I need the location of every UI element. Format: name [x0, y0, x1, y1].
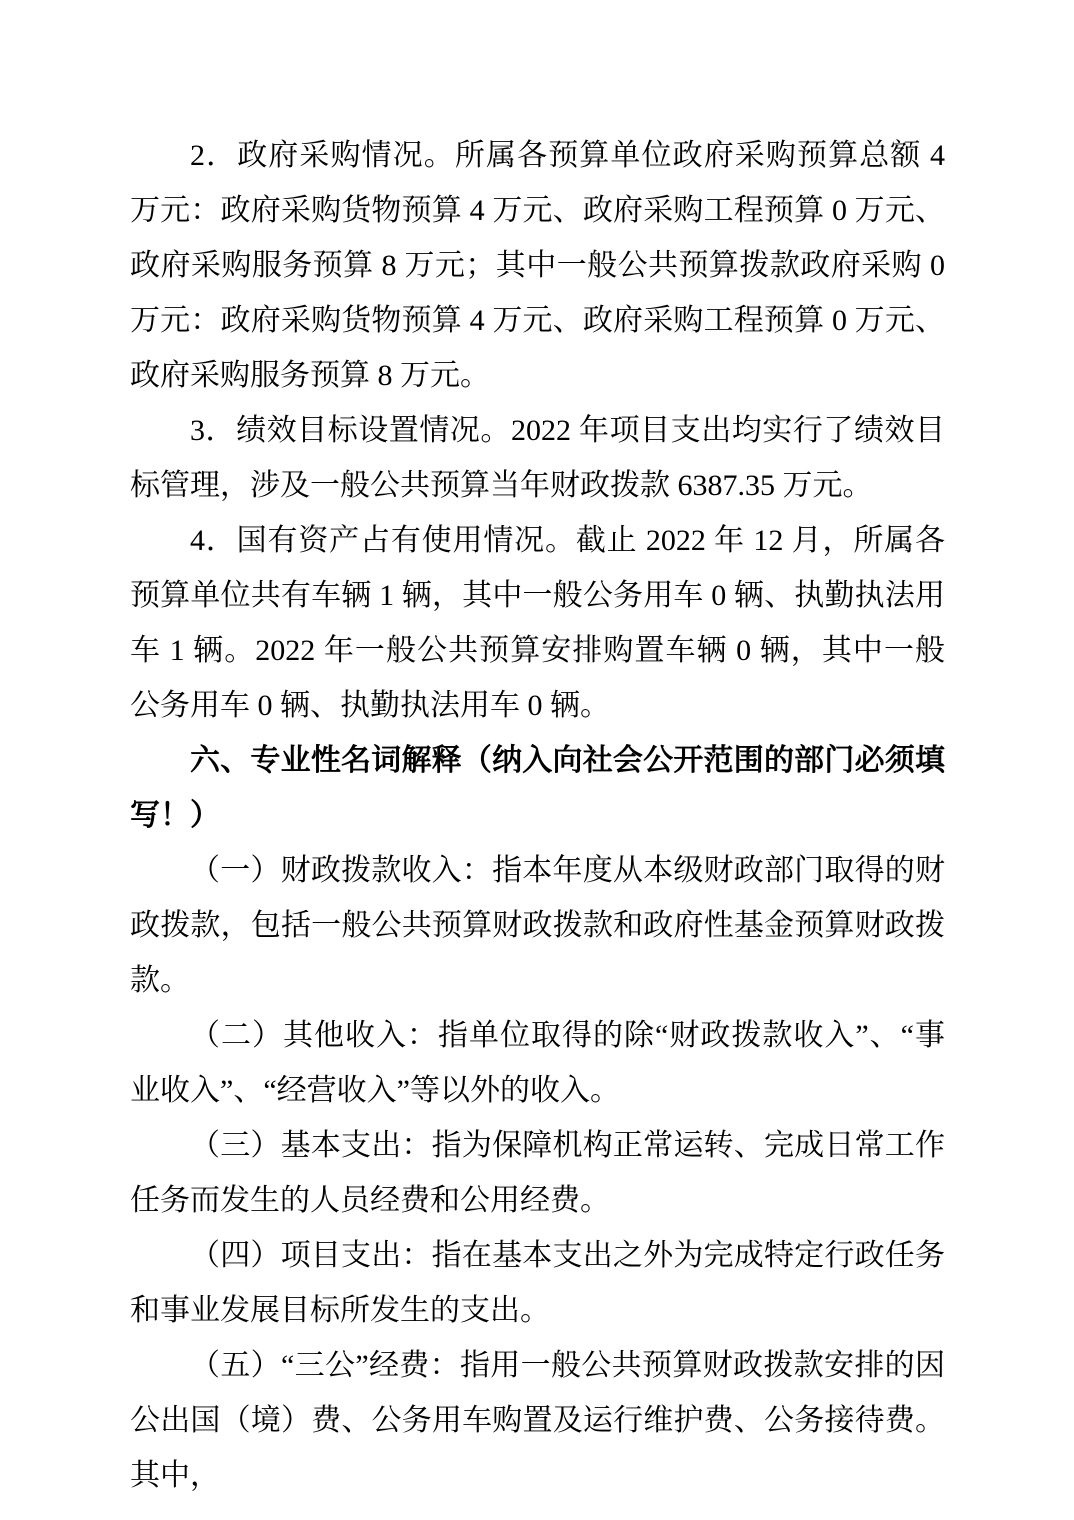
paragraph-term-other-income: （二）其他收入：指单位取得的除“财政拨款收入”、“事业收入”、“经营收入”等以外的收入。 [130, 1019, 945, 1107]
section-heading-terminology: 六、专业性名词解释（纳入向社会公开范围的部门必须填写！） [130, 744, 945, 832]
paragraph-term-three-public-funds: （五）“三公”经费：指用一般公共预算财政拨款安排的因公出国（境）费、公务用车购置及运行维护费、公务接待费。其中， [130, 1349, 945, 1492]
paragraph-state-assets: 4．国有资产占有使用情况。截止 2022 年 12 月，所属各预算单位共有车辆 1 辆，其中一般公务用车 0 辆、执勤执法用车 1 辆。2022 年一般公共预算安排购置车辆 0 辆，其中一般公务用车 0 辆、执勤执法用车 0 辆。 [130, 524, 945, 722]
paragraph-term-project-expenditure: （四）项目支出：指在基本支出之外为完成特定行政任务和事业发展目标所发生的支出。 [130, 1239, 945, 1327]
paragraph-term-basic-expenditure: （三）基本支出：指为保障机构正常运转、完成日常工作任务而发生的人员经费和公用经费。 [130, 1129, 945, 1217]
paragraph-performance-targets: 3．绩效目标设置情况。2022 年项目支出均实行了绩效目标管理，涉及一般公共预算当年财政拨款 6387.35 万元。 [130, 414, 945, 502]
paragraph-term-fiscal-appropriation-income: （一）财政拨款收入：指本年度从本级财政部门取得的财政拨款，包括一般公共预算财政拨款和政府性基金预算财政拨款。 [130, 854, 945, 997]
paragraph-gov-procurement: 2．政府采购情况。所属各预算单位政府采购预算总额 4 万元：政府采购货物预算 4 万元、政府采购工程预算 0 万元、政府采购服务预算 8 万元；其中一般公共预算拨款政府采购 0 万元：政府采购货物预算 4 万元、政府采购工程预算 0 万元、政府采购服务预算 8 万元。 [130, 139, 945, 392]
